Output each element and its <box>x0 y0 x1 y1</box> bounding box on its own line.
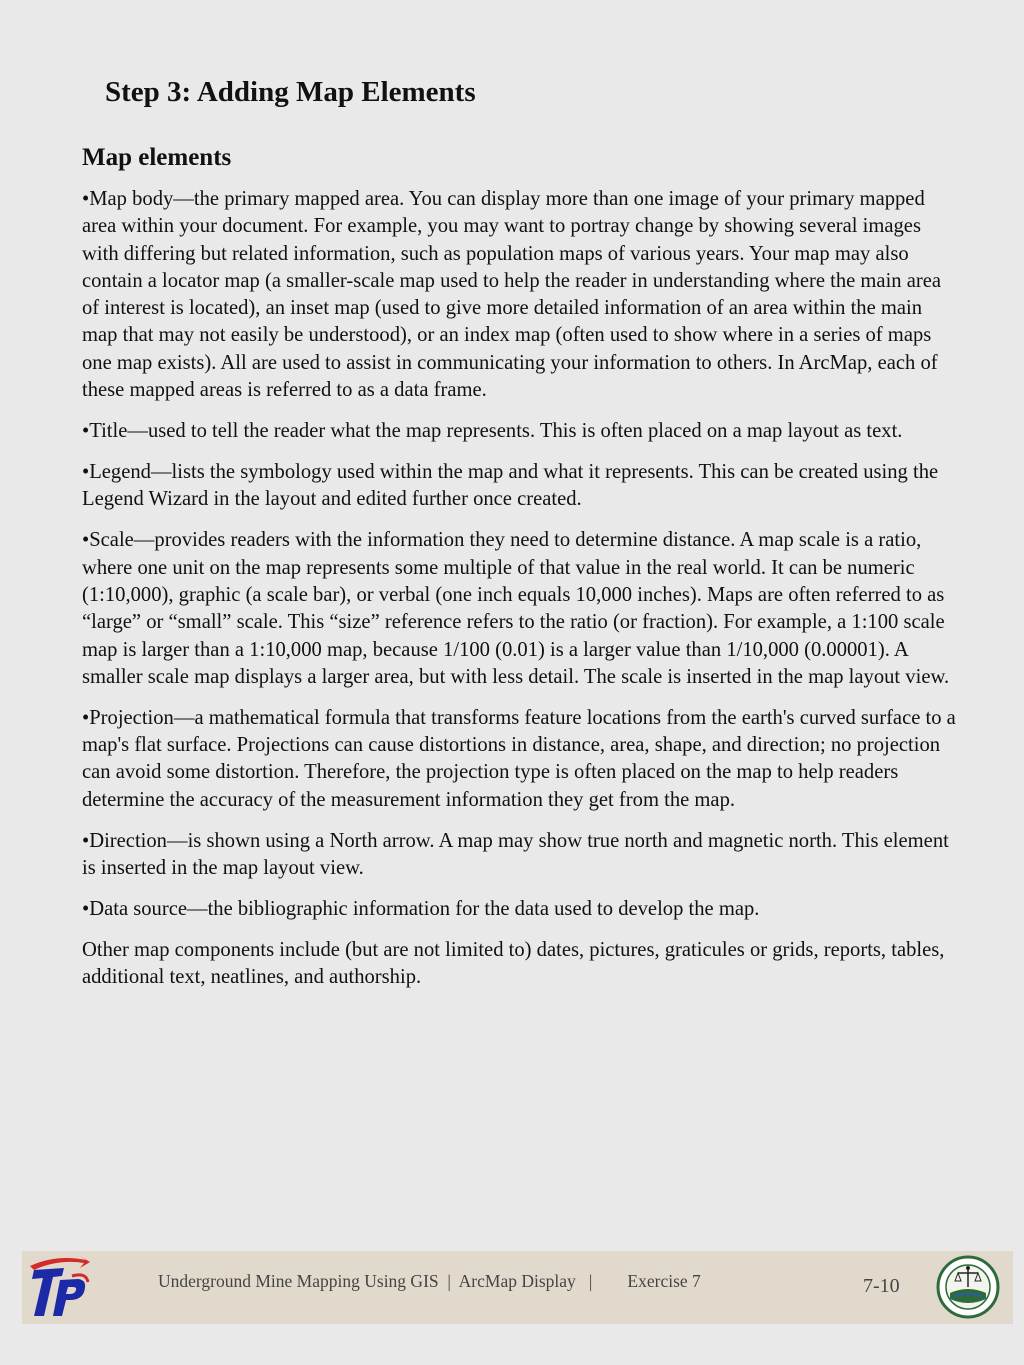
paragraph-projection: •Projection—a mathematical formula that transforms feature locations from the earth's curved surface to a map's flat surface. Projections can cause distortions in distance, area, shape, and direction; no projection can avoid some distortion. Therefore, the projection type is often placed on the map to help readers determine the accuracy of the measurement information they get from the map. <box>82 706 956 811</box>
doi-seal-icon <box>936 1255 1000 1324</box>
paragraph-data-source: •Data source—the bibliographic information for the data used to develop the map. <box>82 897 760 920</box>
paragraph-legend: •Legend—lists the symbology used within the map and what it represents. This can be created using the Legend Wizard in the layout and edited further once created. <box>82 461 939 511</box>
page-content <box>82 144 958 1005</box>
section-heading: Map elements <box>82 144 232 171</box>
paragraph-other-components: Other map components include (but are not limited to) dates, pictures, graticules or grids, reports, tables, additional text, neatlines, and authorship. <box>82 938 945 989</box>
page-title: Step 3: Adding Map Elements <box>105 76 476 108</box>
footer-course-text: Underground Mine Mapping Using GIS | ArcMap Display | Exercise 7 <box>158 1271 701 1291</box>
paragraph-direction: •Direction—is shown using a North arrow. A map may show true north and magnetic north. This element is inserted in the map layout view. <box>82 829 949 879</box>
page-number: 7-10 <box>863 1275 900 1297</box>
paragraph-title: •Title—used to tell the reader what the map represents. This is often placed on a map layout as text. <box>82 420 903 443</box>
paragraph-map-body: •Map body—the primary mapped area. You can display more than one image of your primary mapped area within your document. For example, you may want to portray change by showing several images with differing but related information, such as population maps of various years. Your map may also contain a locator map (a smaller-scale map used to help the reader in understanding where the main area of interest is located), an inset map (used to give more detailed information of an area within the main map that may not easily be understood), or an index map (often used to show where in a series of maps one map exists). All are used to assist in communicating your information to others. In ArcMap, each of these mapped areas is referred to as a data frame. <box>82 188 942 402</box>
tips-logo-icon <box>26 1254 92 1323</box>
paragraph-scale: •Scale—provides readers with the information they need to determine distance. A map scale is a ratio, where one unit on the map represents some multiple of that value in the real world. It can be numeric (1:10,000), graphic (a scale bar), or verbal (one inch equals 10,000 inches). Maps are often referred to as “large” or “small” scale. This “size” reference refers to the ratio (or fraction). For example, a 1:100 scale map is larger than a 1:10,000 map, because 1/100 (0.01) is a larger value than 1/10,000 (0.00001). A smaller scale map displays a larger area, but with less detail. The scale is inserted in the map layout view. <box>82 529 950 688</box>
footer-bar <box>22 1251 1013 1324</box>
